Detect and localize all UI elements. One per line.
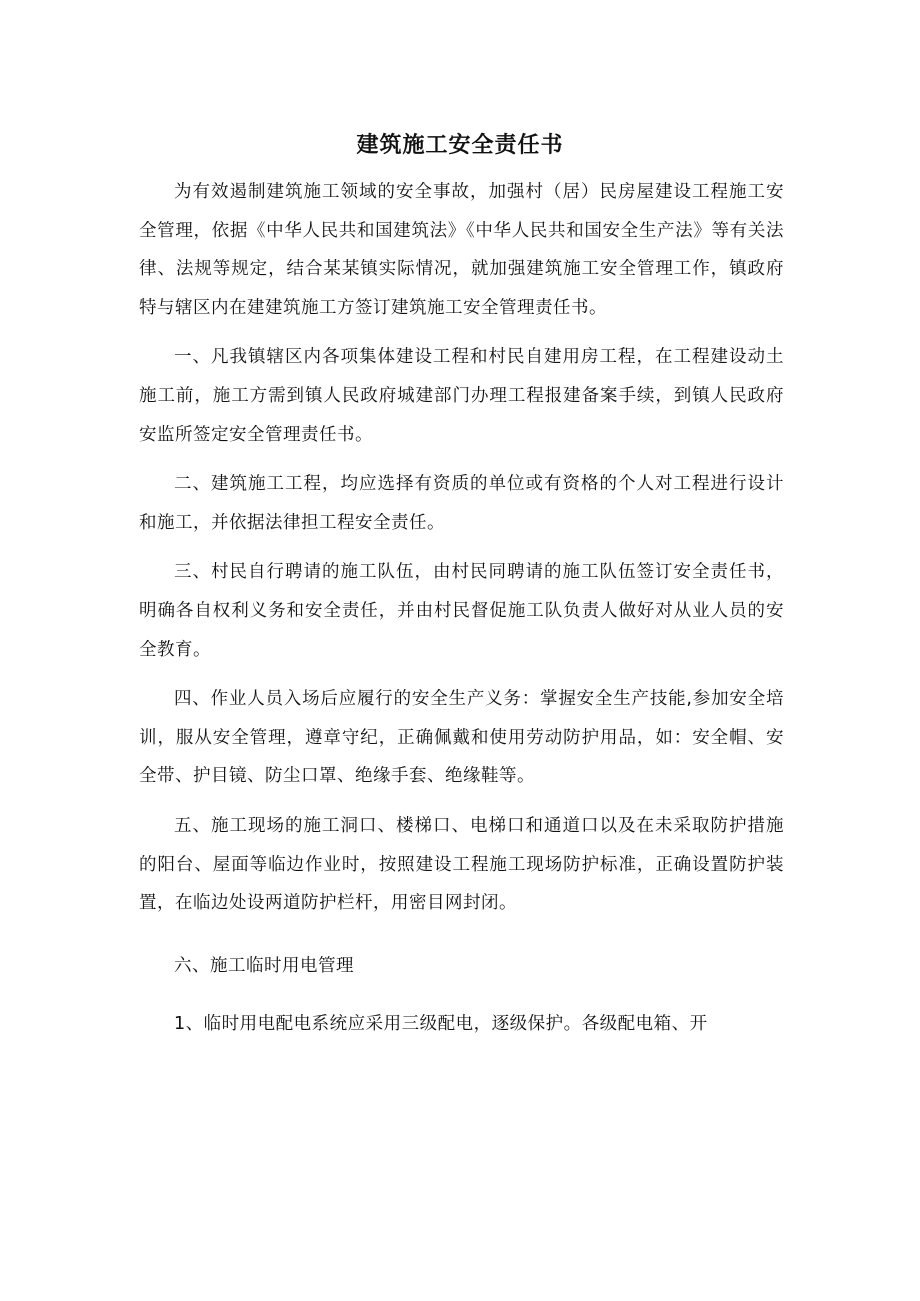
paragraph-clause-6-heading: 六、施工临时用电管理 [174, 955, 354, 976]
document-title: 建筑施工安全责任书 [356, 133, 564, 158]
paragraph-clause-6-item-1: 1、临时用电配电系统应采用三级配电，逐级保护。各级配电箱、开 [174, 1014, 708, 1035]
paragraph-intro: 为有效遏制建筑施工领域的安全事故，加强村（居）民房屋建设工程施工安全管理，依据《中华人民共和国建筑法》《中华人民共和国安全生产法》等有关法律、法规等规定，结合某某镇实际情况，就加强建筑施工安全管理工作，镇政府特与辖区内在建建筑施工方签订建筑施工安全管理责任书。 [139, 182, 784, 318]
paragraph-clause-3: 三、村民自行聘请的施工队伍，由村民同聘请的施工队伍签订安全责任书，明确各自权利义务和安全责任，并由村民督促施工队负责人做好对从业人员的安全教育。 [139, 562, 784, 660]
paragraph-clause-4: 四、作业人员入场后应履行的安全生产义务：掌握安全生产技能,参加安全培训，服从安全管理，遵章守纪，正确佩戴和使用劳动防护用品，如：安全帽、安全带、护目镜、防尘口罩、绝缘手套、绝缘鞋等。 [139, 689, 784, 787]
document-body [139, 173, 784, 1044]
paragraph-clause-1: 一、凡我镇辖区内各项集体建设工程和村民自建用房工程，在工程建设动土施工前，施工方需到镇人民政府城建部门办理工程报建备案手续，到镇人民政府安监所签定安全管理责任书。 [139, 347, 784, 445]
paragraph-clause-2: 二、建筑施工工程，均应选择有资质的单位或有资格的个人对工程进行设计和施工，并依据法律担工程安全责任。 [139, 474, 784, 533]
paragraph-clause-5: 五、施工现场的施工洞口、楼梯口、电梯口和通道口以及在未采取防护措施的阳台、屋面等临边作业时，按照建设工程施工现场防护标准，正确设置防护装置，在临边处设两道防护栏杆，用密目网封闭。 [139, 815, 784, 914]
